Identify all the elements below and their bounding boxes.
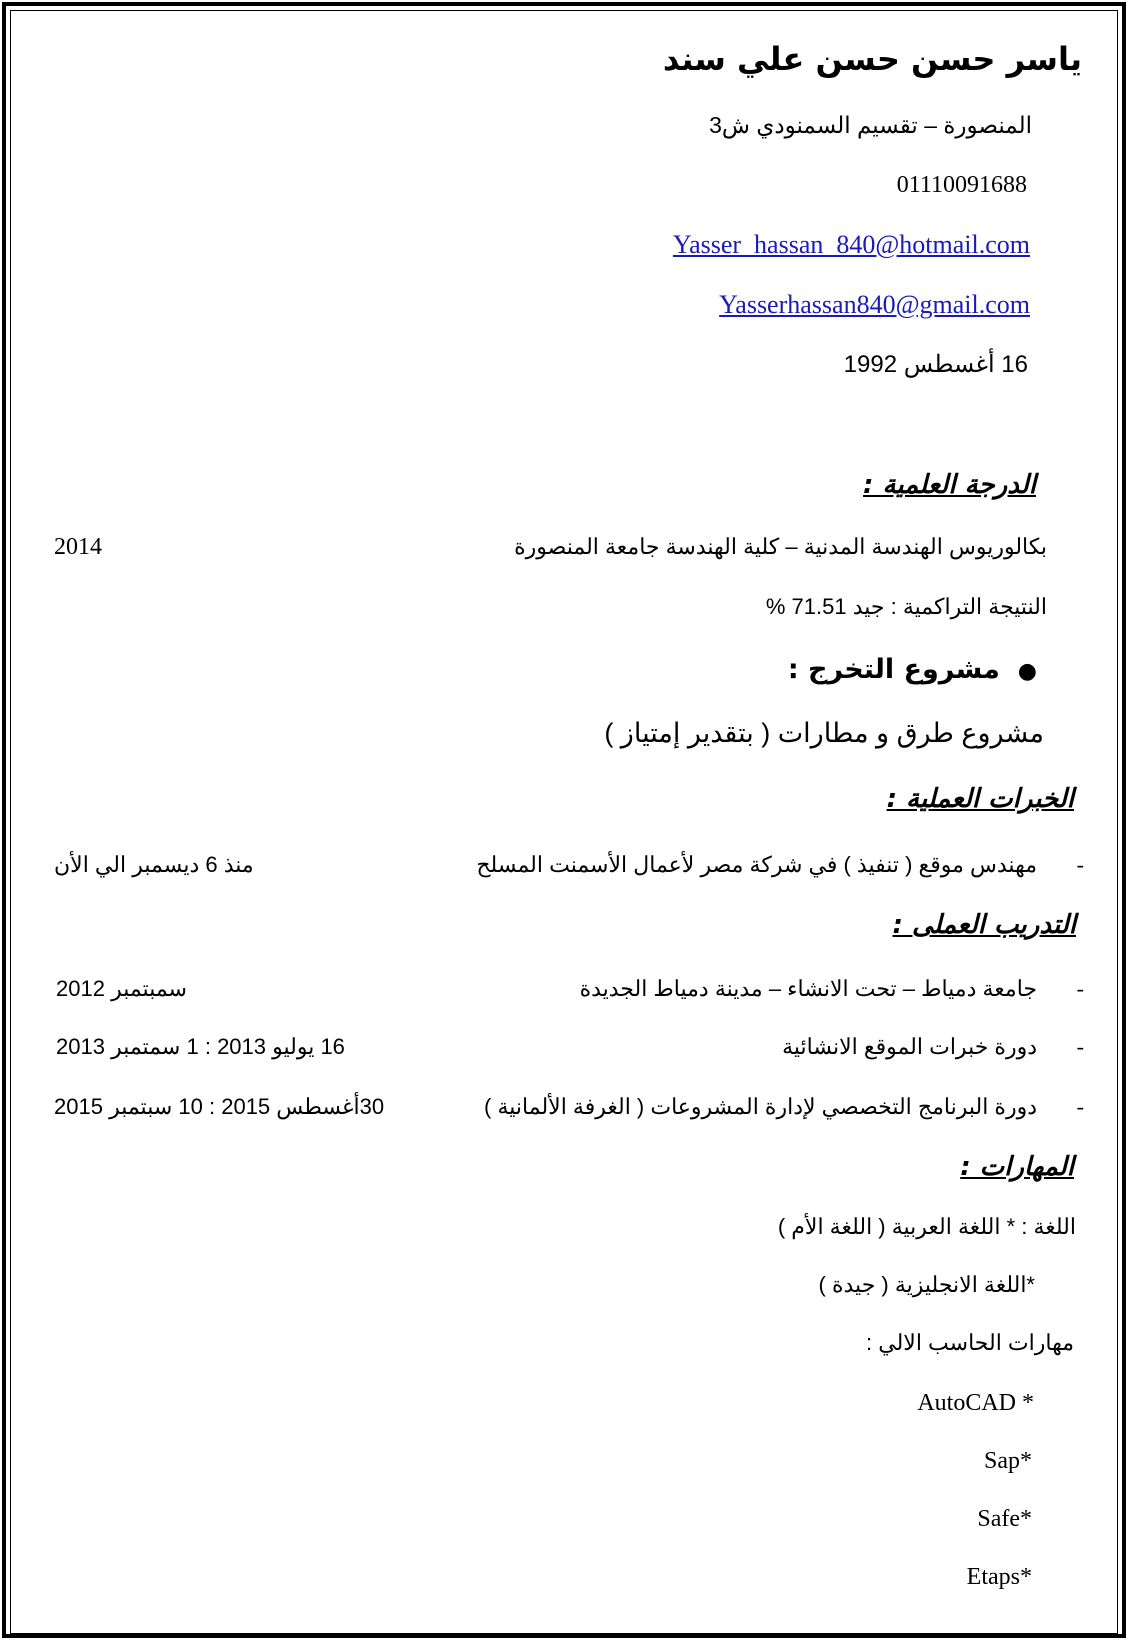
experience-dash: - [1076, 852, 1084, 877]
gpa-text: النتيجة التراكمية : جيد 71.51 % [765, 594, 1047, 619]
experience-date: منذ 6 ديسمبر الي الأن [54, 852, 254, 877]
software-item: AutoCAD * [917, 1390, 1034, 1416]
graduation-project-heading [788, 654, 1037, 685]
phone-number: 01110091688 [896, 172, 1027, 198]
birth-date: 16 أغسطس 1992 [843, 351, 1028, 378]
graduation-project-desc: مشروع طرق و مطارات ( بتقدير إمتياز ) [604, 718, 1044, 748]
cv-name: ياسر حسن حسن علي سند [662, 40, 1082, 78]
degree-text: بكالوريوس الهندسة المدنية – كلية الهندسة جامعة المنصورة [514, 534, 1047, 559]
degree-year: 2014 [54, 534, 102, 560]
training-date: سمبتمبر 2012 [56, 976, 187, 1001]
software-item: Sap* [984, 1448, 1032, 1474]
training-date: 30أغسطس 2015 : 10 سبتمبر 2015 [54, 1094, 385, 1119]
computer-skills-heading: مهارات الحاسب الالي : [866, 1330, 1074, 1355]
address: المنصورة – تقسيم السمنودي ش3 [709, 112, 1032, 138]
training-title: جامعة دمياط – تحت الانشاء – مدينة دمياط الجديدة [579, 976, 1037, 1001]
experience-role: مهندس موقع ( تنفيذ ) في شركة مصر لأعمال الأسمنت المسلح [476, 852, 1037, 877]
language-english: *اللغة الانجليزية ( جيدة ) [818, 1272, 1035, 1297]
software-item: Safe* [977, 1506, 1032, 1532]
training-title: دورة البرنامج التخصصي لإدارة المشروعات ( الغرفة الألمانية ) [484, 1094, 1037, 1119]
email-gmail-link[interactable]: Yasserhassan840@gmail.com [719, 290, 1030, 319]
email-hotmail-link[interactable]: Yasser_hassan_840@hotmail.com [672, 230, 1030, 259]
graduation-project-label: مشروع التخرج : [787, 654, 1000, 685]
training-heading: التدريب العملى : [892, 910, 1076, 940]
training-title: دورة خبرات الموقع الانشائية [782, 1034, 1037, 1059]
bullet-icon: ● [1017, 659, 1037, 684]
experience-heading: الخبرات العملية : [886, 784, 1074, 814]
training-dash: - [1076, 1094, 1084, 1119]
education-heading: الدرجة العلمية : [863, 470, 1036, 500]
training-dash: - [1076, 976, 1084, 1001]
skills-heading: المهارات : [960, 1152, 1074, 1182]
software-item: Etaps* [966, 1564, 1032, 1590]
language-arabic: اللغة : * اللغة العربية ( اللغة الأم ) [777, 1214, 1076, 1239]
training-dash: - [1076, 1034, 1084, 1059]
training-date: 16 يوليو 2013 : 1 سمتمبر 2013 [56, 1034, 345, 1059]
